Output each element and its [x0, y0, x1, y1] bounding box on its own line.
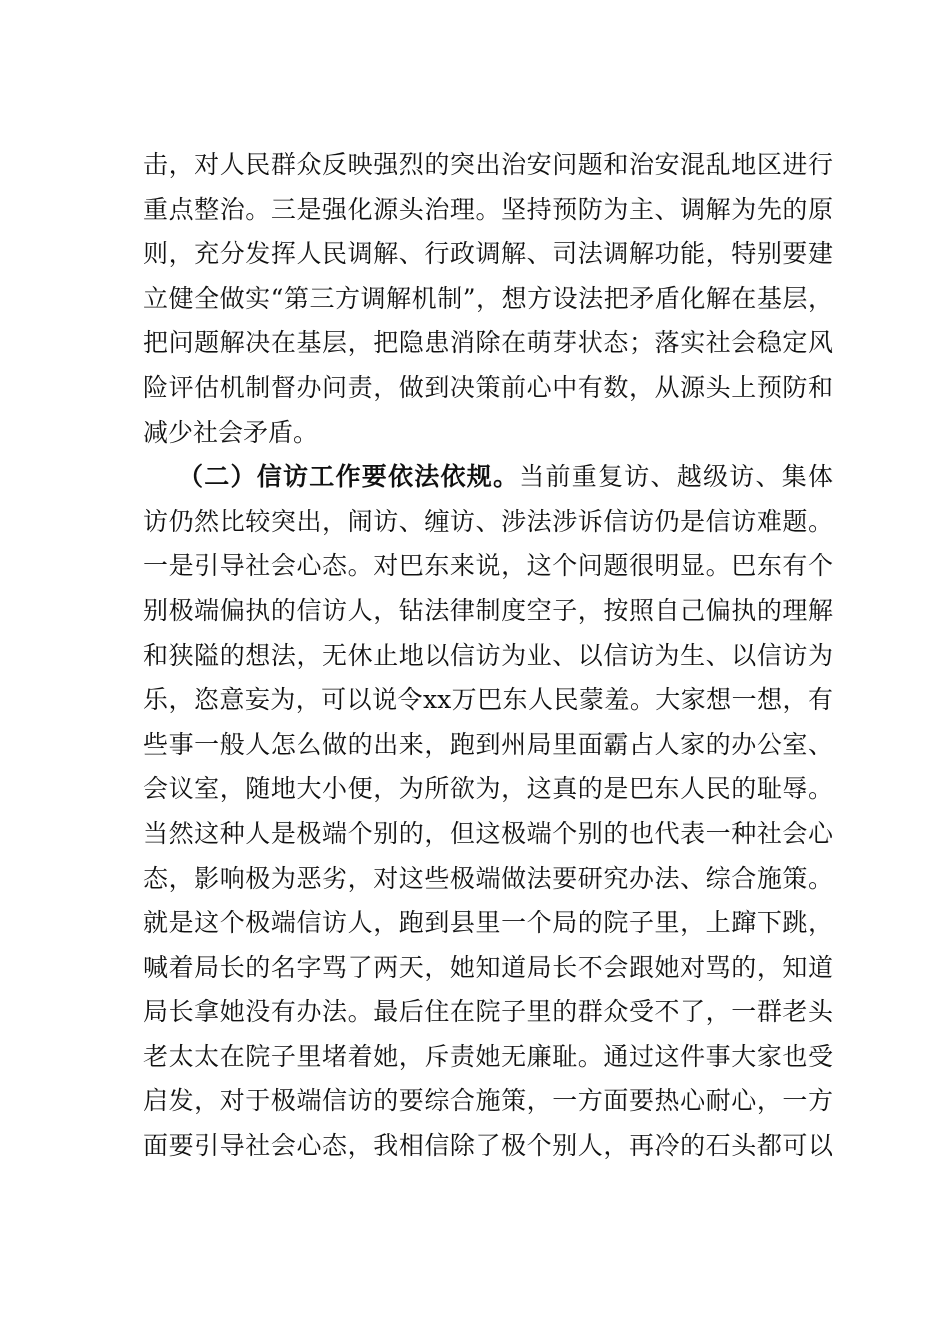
text-line: 和狭隘的想法，无休止地以信访为业、以信访为生、以信访为: [143, 640, 833, 670]
text-line: 局长拿她没有办法。最后住在院子里的群众受不了，一群老头: [143, 997, 833, 1027]
text-line: 态，影响极为恶劣，对这些极端做法要研究办法、综合施策。: [143, 863, 833, 893]
section-heading-line: [143, 455, 833, 500]
text-line: 重点整治。三是强化源头治理。坚持预防为主、调解为先的原: [143, 194, 833, 224]
text-line: 老太太在院子里堵着她，斥责她无廉耻。通过这件事大家也受: [143, 1041, 833, 1071]
text-line: 会议室，随地大小便，为所欲为，这真的是巴东人民的耻辱。: [143, 774, 833, 804]
text-line: 立健全做实“第三方调解机制”，想方设法把矛盾化解在基层，: [143, 283, 833, 313]
body-text: [143, 143, 833, 1169]
text-line: 则，充分发挥人民调解、行政调解、司法调解功能，特别要建: [143, 239, 833, 269]
text-line: 启发，对于极端信访的要综合施策，一方面要热心耐心，一方: [143, 1086, 833, 1116]
text-line: 乐，恣意妄为，可以说令xx万巴东人民蒙羞。大家想一想，有: [143, 685, 833, 715]
text-line: 访仍然比较突出，闹访、缠访、涉法涉诉信访仍是信访难题。: [143, 506, 833, 536]
text-line: 就是这个极端信访人，跑到县里一个局的院子里，上蹿下跳，: [143, 908, 833, 938]
text-line: 别极端偏执的信访人，钻法律制度空子，按照自己偏执的理解: [143, 595, 833, 625]
text-line: 险评估机制督办问责，做到决策前心中有数，从源头上预防和: [143, 372, 833, 402]
text-line: 些事一般人怎么做的出来，跑到州局里面霸占人家的办公室、: [143, 729, 833, 759]
text-line: 减少社会矛盾。: [143, 417, 319, 447]
text-line: 击，对人民群众反映强烈的突出治安问题和治安混乱地区进行: [143, 150, 833, 179]
text-line: 一是引导社会心态。对巴东来说，这个问题很明显。巴东有个: [143, 551, 833, 581]
text-line: 面要引导社会心态，我相信除了极个别人，再冷的石头都可以: [143, 1131, 833, 1161]
text-line: 把问题解决在基层，把隐患消除在萌芽状态；落实社会稳定风: [143, 328, 833, 358]
section-heading-rest: 当前重复访、越级访、集体: [519, 462, 833, 492]
section-heading: （二）信访工作要依法依规。: [178, 462, 520, 492]
text-line: 当然这种人是极端个别的，但这极端个别的也代表一种社会心: [143, 818, 833, 848]
text-line: 喊着局长的名字骂了两天，她知道局长不会跟她对骂的，知道: [143, 952, 833, 982]
